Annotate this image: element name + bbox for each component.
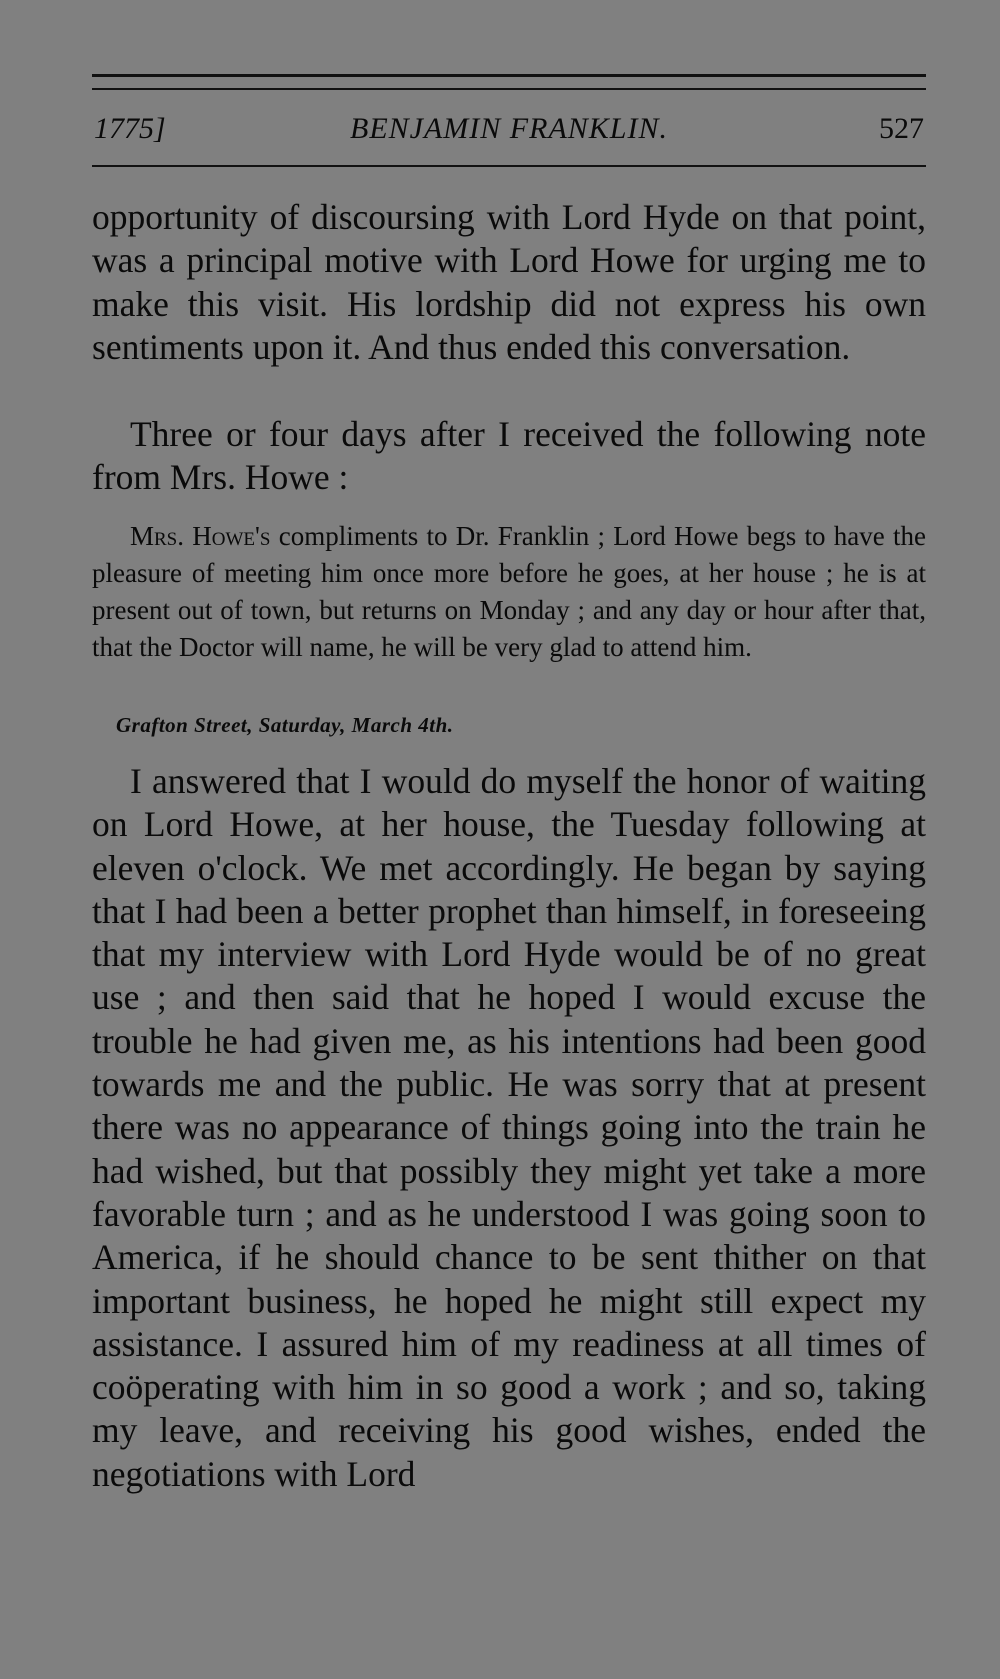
running-head-year: 1775] <box>94 112 166 145</box>
paragraph-text: Three or four days after I received the following note from Mrs. Howe : <box>92 414 926 498</box>
running-head <box>92 112 926 152</box>
paragraph-meeting <box>92 760 926 1496</box>
top-rule-thin <box>92 88 926 90</box>
page-number: 527 <box>879 112 924 145</box>
quoted-note <box>92 518 926 666</box>
paragraph-intro-note <box>92 413 926 500</box>
quoted-note-text <box>92 518 926 666</box>
note-salutation: Mrs. Howe's <box>130 521 271 551</box>
running-head-title: BENJAMIN FRANKLIN. <box>350 112 668 145</box>
paragraph-text: I answered that I would do myself the honor of waiting on Lord Howe, at her house, the Tuesday following at eleven o'clock. We met accordingly. He began by saying that I had been a better prophet than himself, in foreseeing that my interview with Lord Hyde would be of no great use ; and then said that he hoped I would excuse the trouble he had given me, as his intentions had been good towards me and the public. He was sorry that at present there was no appearance of things going into the train he had wished, but that possibly they might yet take a more favorable turn ; and as he understood I was going soon to America, if he should chance to be sent thither on that important business, he hoped he might still expect my assistance. I assured him of my readiness at all times of coöperating with him in so good a work ; and so, taking my leave, and receiving his good wishes, ended the negotiations with Lord <box>92 761 926 1494</box>
paragraph-continued <box>92 196 926 369</box>
paragraph-text: opportunity of discoursing with Lord Hyde on that point, was a principal motive with Lord Howe for urging me to make this visit. His lordship did not express his own sentiments upon it. And thus ended this conversation. <box>92 197 926 367</box>
note-signature-line: Grafton Street, Saturday, March 4th. <box>116 713 454 737</box>
header-bottom-rule <box>92 165 926 167</box>
note-body: compliments to Dr. Franklin ; Lord Howe begs to have the pleasure of meeting him once more before he goes, at her house ; he is at present out of town, but returns on Monday ; and any day or hour after that, that the Doctor will name, he will be very glad to attend him. <box>92 521 927 662</box>
book-page <box>92 0 926 1679</box>
top-rule-thick <box>92 74 926 77</box>
